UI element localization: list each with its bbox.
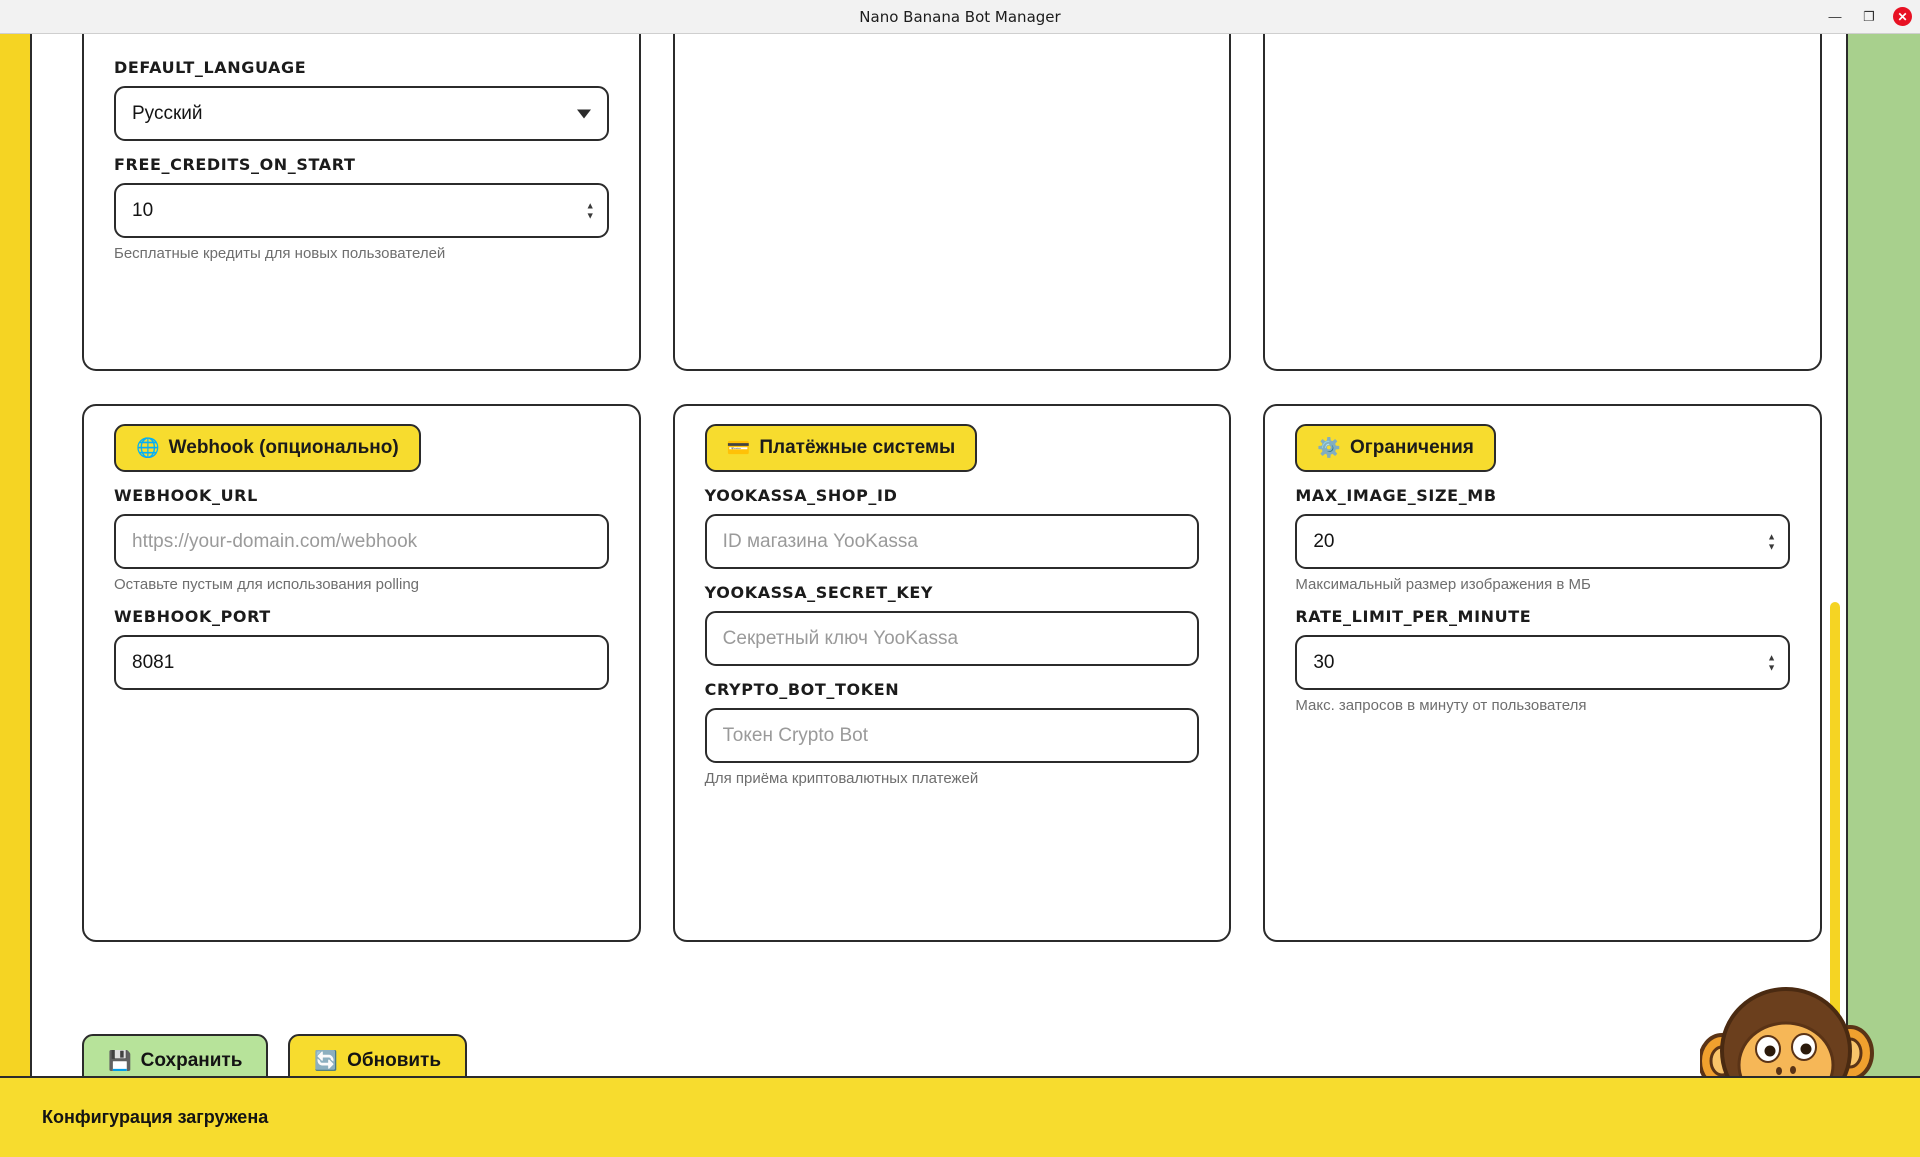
field-label-yookassa-secret-key: YOOKASSA_SECRET_KEY [704,583,934,602]
field-label-default-language: DEFAULT_LANGUAGE [114,58,307,77]
window-titlebar [0,0,1920,34]
limits-settings-card [1263,404,1822,942]
payments-card-badge [705,424,978,472]
status-bar [0,1076,1920,1157]
yookassa-shop-id-input[interactable] [705,514,1200,569]
hint-free-credits: Бесплатные кредиты для новых пользователей [114,245,446,262]
payments-settings-card [673,404,1232,942]
stepper-icon[interactable]: ▲ ▼ [585,200,595,220]
field-webhook-port [114,607,609,690]
general-settings-card [82,34,641,371]
yookassa-secret-key-input[interactable] [705,611,1200,666]
webhook-port-input[interactable] [114,635,609,690]
admin-settings-card [1263,34,1822,371]
field-free-credits-on-start [114,155,609,262]
free-credits-input[interactable] [114,183,609,238]
vertical-scrollbar-thumb[interactable] [1830,602,1840,1110]
hint-max-image-size: Максимальный размер изображения в МБ [1295,576,1591,593]
credit-card-icon: 💳 [726,437,751,459]
gear-icon: ⚙️ [1317,437,1342,459]
stepper-icon[interactable]: ▲ ▼ [1767,531,1777,551]
settings-row-2 [82,404,1822,942]
status-message: Конфигурация загружена [42,1107,269,1127]
field-max-image-size [1295,486,1790,593]
payments-card-title: Платёжные системы [759,437,956,458]
hint-crypto-bot-token: Для приёма криптовалютных платежей [704,770,979,787]
field-label-yookassa-shop-id: YOOKASSA_SHOP_ID [704,486,898,505]
app-window [0,34,1920,1157]
field-label-rate-limit: RATE_LIMIT_PER_MINUTE [1295,607,1532,626]
settings-scroll-area [32,34,1846,1110]
api-settings-card [673,34,1232,371]
refresh-button-label: Обновить [347,1050,442,1071]
limits-card-badge [1295,424,1496,472]
webhook-url-input[interactable] [114,514,609,569]
limits-card-title: Ограничения [1350,437,1474,458]
field-label-webhook-port: WEBHOOK_PORT [114,607,271,626]
field-default-language [114,58,609,141]
webhook-card-title: Webhook (опционально) [168,437,399,458]
settings-row-1 [82,34,1822,371]
vertical-scrollbar-track[interactable] [1830,34,1840,1110]
close-icon[interactable]: ✕ [1893,7,1912,26]
field-label-crypto-bot-token: CRYPTO_BOT_TOKEN [704,680,900,699]
floppy-disk-icon: 💾 [108,1051,132,1072]
globe-icon: 🌐 [136,437,160,459]
default-language-select[interactable] [114,86,609,141]
rate-limit-input[interactable] [1295,635,1790,690]
hint-rate-limit: Макс. запросов в минуту от пользователя [1295,697,1587,714]
field-label-max-image-size: MAX_IMAGE_SIZE_MB [1295,486,1497,505]
webhook-card-badge [114,424,421,472]
field-rate-limit-per-minute [1295,607,1790,714]
settings-grid [82,34,1822,942]
window-controls [1825,0,1912,33]
field-webhook-url [114,486,609,593]
minimize-button[interactable]: — [1828,9,1842,24]
max-image-size-input[interactable] [1295,514,1790,569]
left-accent-stripe [0,34,30,1110]
field-label-free-credits: FREE_CREDITS_ON_START [114,155,356,174]
save-button-label: Сохранить [140,1050,243,1071]
stepper-icon[interactable]: ▲ ▼ [1767,652,1777,672]
field-yookassa-secret-key [705,583,1200,666]
maximize-button[interactable]: ❐ [1863,9,1875,24]
refresh-icon: 🔄 [314,1051,339,1072]
field-label-webhook-url: WEBHOOK_URL [114,486,258,505]
field-yookassa-shop-id [705,486,1200,569]
hint-webhook-url: Оставьте пустым для использования polling [114,576,420,593]
field-crypto-bot-token [705,680,1200,787]
webhook-settings-card [82,404,641,942]
right-accent-stripe [1848,34,1920,1110]
crypto-bot-token-input[interactable] [705,708,1200,763]
window-title: Nano Banana Bot Manager [859,7,1061,26]
